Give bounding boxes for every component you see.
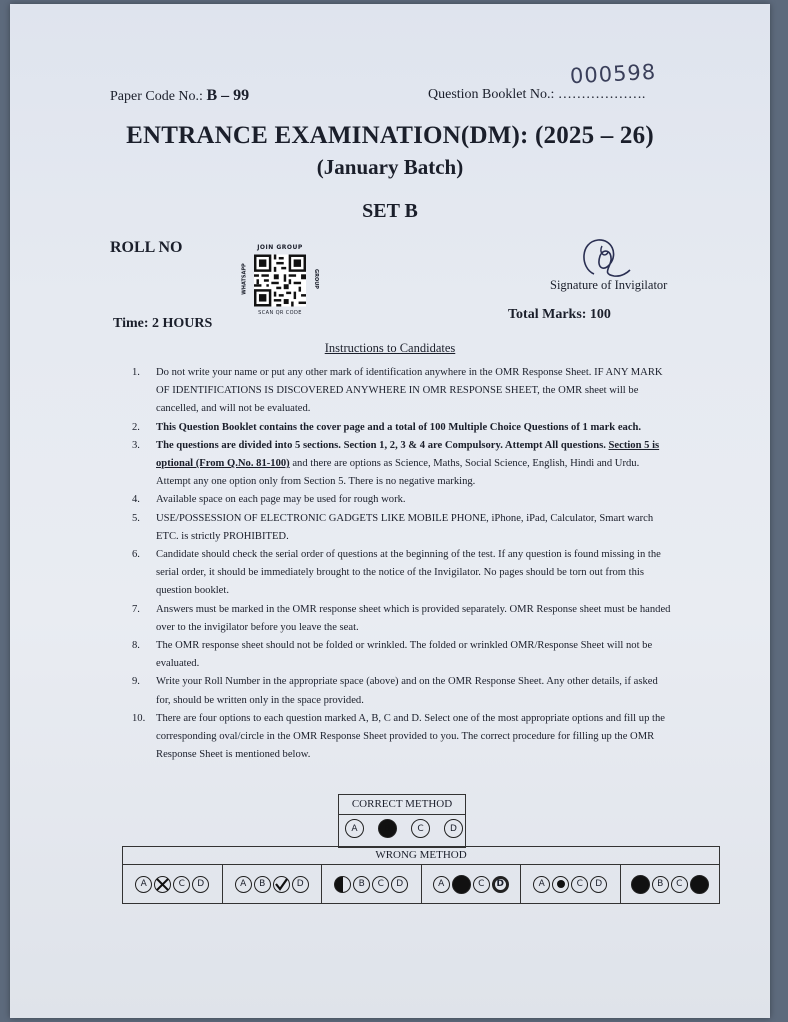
- bubble-c: C: [473, 876, 490, 893]
- bubble-a: A: [235, 876, 252, 893]
- instruction-text: USE/POSSESSION OF ELECTRONIC GADGETS LIKE MOBILE PHONE, iPhone, iPad, Calculator, Smart warch ETC. is strictly PROHIBITED.: [156, 512, 654, 542]
- paper-code-label: Paper Code No.:: [110, 89, 203, 104]
- qr-top-text: JOIN GROUP: [257, 244, 303, 251]
- bubble-a-filled: [631, 875, 650, 894]
- instruction-item: 9. Write your Roll Number in the appropriate space (above) and on the OMR Response Sheet. Any other details, if asked for, should be written only in the space provided.: [132, 676, 658, 706]
- bubble-c: C: [671, 876, 688, 893]
- exam-duration: Time: 2 HOURS: [113, 316, 213, 331]
- wrong-example-double: [422, 865, 522, 903]
- instruction-text: Candidate should check the serial order of questions at the beginning of the test. If any question is found missing in the serial order, it should be immediately brought to the notice of the Invigilator. No pages should be torn out from this question booklet.: [156, 549, 661, 597]
- bubble-a: A: [433, 876, 450, 893]
- qr-left-text: WHATSAPP: [241, 263, 248, 295]
- wrong-method-examples: [123, 865, 719, 903]
- roll-number-label: ROLL NO: [110, 239, 183, 256]
- question-booklet-number-label: Question Booklet No.: ……………….: [428, 87, 646, 102]
- whatsapp-qr-sticker: [238, 244, 324, 318]
- cross-mark-icon: [156, 878, 169, 891]
- instruction-text: The questions are divided into 5 sections. Section 1, 2, 3 & 4 are Compulsory. Attempt All questions.: [156, 439, 606, 451]
- bubble-a: A: [345, 819, 364, 838]
- wrong-method-label: WRONG METHOD: [123, 849, 719, 865]
- wrong-example-partial: [322, 865, 422, 903]
- correct-method-bubbles: [345, 819, 463, 838]
- wrong-method-box: [122, 846, 720, 904]
- bubble-d-darkened: D: [492, 876, 509, 893]
- instruction-text: The OMR response sheet should not be folded or wrinkled. The folded or wrinkled OMR/Response Sheet will not be evaluated.: [156, 640, 653, 670]
- qr-right-text: GROUP: [312, 269, 319, 289]
- bubble-d: D: [292, 876, 309, 893]
- bubble-b-dotted: [552, 876, 569, 893]
- bubble-d-filled: [690, 875, 709, 894]
- exam-batch: (January Batch): [316, 155, 464, 179]
- bubble-c: C: [173, 876, 190, 893]
- bubble-b-crossed: [154, 876, 171, 893]
- bubble-c-ticked: [273, 876, 290, 893]
- instruction-text: Answers must be marked in the OMR response sheet which is provided separately. OMR Response sheet must be handed over to the invigilator before you leave the seat.: [156, 603, 671, 633]
- bubble-d: D: [192, 876, 209, 893]
- instruction-text: and there are options as Science, Maths, Social Science, English, Hindi and Urdu. Attempt any one option only from Section 5. There is no negative marking.: [156, 458, 640, 488]
- bubble-a-partially-filled: [334, 876, 351, 893]
- qr-code-icon: [254, 253, 306, 308]
- correct-method-label: CORRECT METHOD: [339, 798, 465, 815]
- bubble-c: C: [571, 876, 588, 893]
- total-marks: Total Marks: 100: [508, 307, 611, 322]
- tick-mark-icon: [275, 878, 288, 891]
- instruction-item: 2. This Question Booklet contains the cover page and a total of 100 Multiple Choice Questions of 1 mark each.: [132, 421, 642, 433]
- bubble-d: D: [391, 876, 408, 893]
- signature-of-invigilator-label: Signature of Invigilator: [550, 278, 668, 292]
- qr-bottom-text: SCAN QR CODE: [258, 310, 302, 316]
- instruction-item: 4. Available space on each page may be used for rough work.: [132, 494, 406, 506]
- wrong-example-tick: [223, 865, 323, 903]
- bubble-b: B: [353, 876, 370, 893]
- bubble-d: D: [444, 819, 463, 838]
- instruction-item: 1. Do not write your name or put any other mark of identification anywhere in the OMR Response Sheet. IF ANY MARK OF IDENTIFICATIONS IS DISCOVERED ANYWHERE IN OMR RESPONSE SHEET, the OMR sheet will be cancelled, and will not be evaluated.: [132, 367, 663, 415]
- instruction-item: 3. The questions are divided into 5 sections. Section 1, 2, 3 & 4 are Compulsory. Attempt All questions. Section 5 is optional (From Q.No. 81-100) and there are options as Science, Maths, Social Science, English, Hindi and Urdu. Attempt any one option only from Section 5. There is no negative marking.: [132, 439, 660, 488]
- instruction-text: Do not write your name or put any other mark of identification anywhere in the OMR Response Sheet. IF ANY MARK OF IDENTIFICATIONS IS DISCOVERED ANYWHERE IN OMR RESPONSE SHEET, the OMR sheet will be cancelled, and will not be evaluated.: [156, 367, 663, 415]
- bubble-b-filled: B: [378, 819, 397, 838]
- instruction-text: Write your Roll Number in the appropriate space (above) and on the OMR Response Sheet. Any other details, if asked for, should be written only in the space provided.: [156, 676, 658, 706]
- instructions-list: [128, 364, 673, 764]
- bubble-b: B: [652, 876, 669, 893]
- bubble-b-filled: [452, 875, 471, 894]
- paper-code-value: B – 99: [206, 87, 250, 104]
- instruction-item: 5. USE/POSSESSION OF ELECTRONIC GADGETS LIKE MOBILE PHONE, iPhone, iPad, Calculator, Smart warch ETC. is strictly PROHIBITED.: [132, 512, 654, 542]
- instruction-item: 8. The OMR response sheet should not be folded or wrinkled. The folded or wrinkled OMR/Response Sheet will not be evaluated.: [132, 640, 653, 670]
- instructions-heading: Instructions to Candidates: [324, 341, 456, 355]
- instruction-text-underlined: Section 5 is optional (From Q.No. 81-100): [156, 439, 660, 470]
- instruction-text: There are four options to each question marked A, B, C and D. Select one of the most appropriate options and fill up the corresponding oval/circle in the OMR Response Sheet provided to you. The correct procedure for filling up the OMR Response Sheet is mentioned below.: [156, 712, 665, 761]
- correct-method-box: [338, 794, 466, 848]
- set-label: SET B: [362, 200, 418, 222]
- bubble-a: A: [135, 876, 152, 893]
- exam-title: ENTRANCE EXAMINATION(DM): (2025 – 26): [126, 122, 654, 149]
- bubble-c: C: [372, 876, 389, 893]
- instruction-item: 10. There are four options to each question marked A, B, C and D. Select one of the most appropriate options and fill up the corresponding oval/circle in the OMR Response Sheet provided to you. The correct procedure for filling up the OMR Response Sheet is mentioned below.: [132, 712, 665, 761]
- question-booklet-number-handwritten: 000598: [569, 59, 657, 89]
- wrong-example-multiple: [621, 865, 720, 903]
- instruction-text: Available space on each page may be used for rough work.: [156, 494, 406, 506]
- bubble-b: B: [254, 876, 271, 893]
- bubble-c: C: [411, 819, 430, 838]
- wrong-example-dot: [521, 865, 621, 903]
- wrong-example-cross: [123, 865, 223, 903]
- invigilator-signature-icon: [572, 234, 632, 284]
- bubble-d: D: [590, 876, 607, 893]
- instruction-item: 7. Answers must be marked in the OMR response sheet which is provided separately. OMR Response sheet must be handed over to the invigilator before you leave the seat.: [132, 603, 671, 633]
- instruction-item: 6. Candidate should check the serial order of questions at the beginning of the test. If any question is found missing in the serial order, it should be immediately brought to the notice of the Invigilator. No pages should be torn out from this question booklet.: [132, 549, 661, 597]
- paper-code: [110, 87, 249, 105]
- booklet-cover-page: [10, 4, 770, 1018]
- bubble-a: A: [533, 876, 550, 893]
- instruction-text: This Question Booklet contains the cover page and a total of 100 Multiple Choice Questions of 1 mark each.: [156, 421, 642, 433]
